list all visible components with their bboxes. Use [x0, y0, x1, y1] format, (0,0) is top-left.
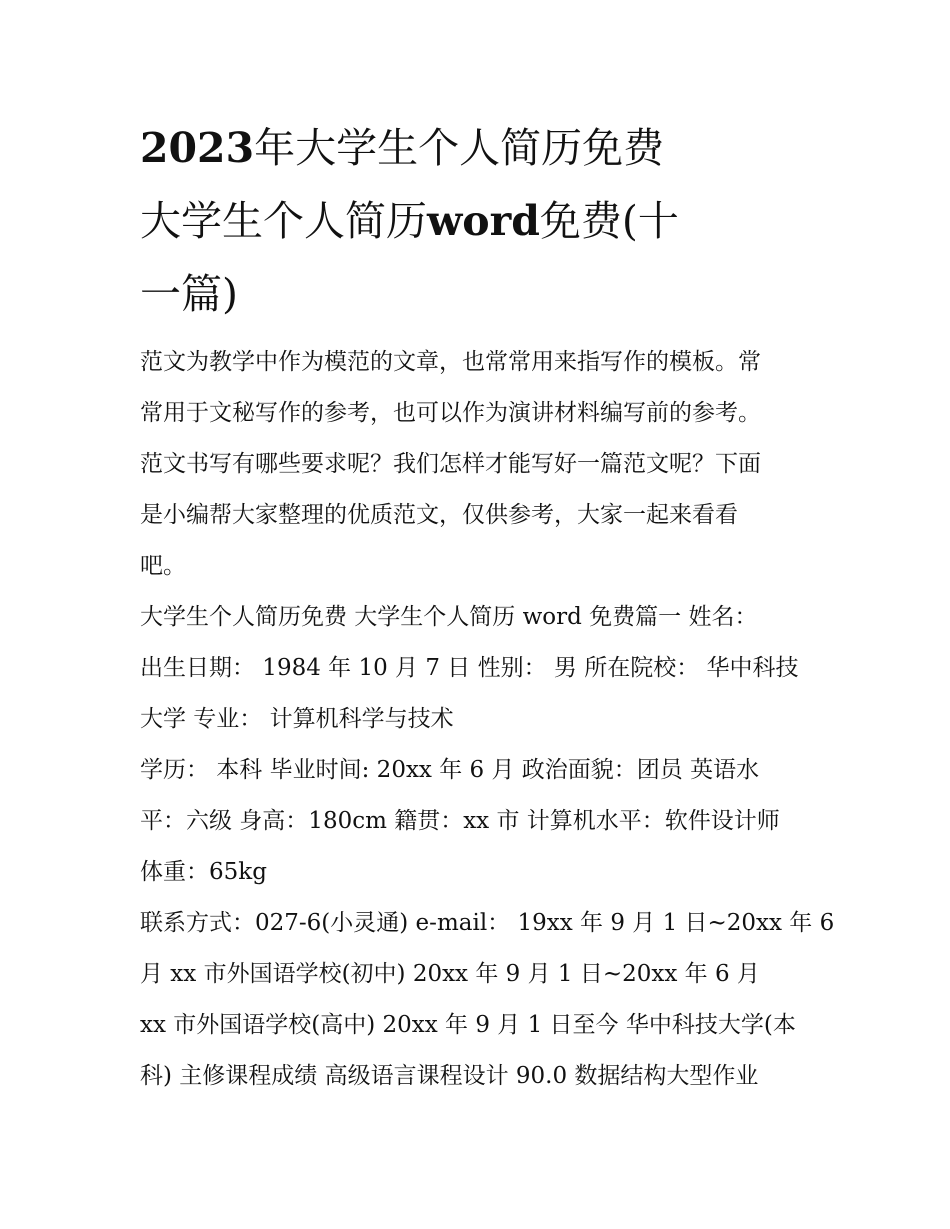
- title-year: 2023: [140, 124, 255, 172]
- title-text: 年大学生个人简历免费: [254, 124, 665, 172]
- title-line-3: [140, 258, 820, 331]
- text-line: 体重：65kg: [140, 859, 267, 885]
- text-line: 大学 专业： 计算机科学与技术: [140, 706, 454, 732]
- title-word: word: [427, 197, 540, 245]
- document-title: [140, 112, 820, 331]
- text-line: 范文为教学中作为模范的文章，也常常用来指写作的模板。常: [140, 349, 761, 375]
- document-body: [140, 337, 835, 1102]
- text-line: 月 xx 市外国语学校(初中) 20xx 年 9 月 1 日~20xx 年 6 月: [140, 961, 760, 987]
- text-line: 科) 主修课程成绩 高级语言课程设计 90.0 数据结构大型作业: [140, 1063, 759, 1089]
- resume-history-paragraph: [140, 898, 835, 1102]
- title-text: 一篇): [140, 270, 238, 318]
- text-line: 联系方式：027-6(小灵通) e-mail： 19xx 年 9 月 1 日~20xx 年 6: [140, 910, 835, 936]
- text-line: 吧。: [140, 553, 186, 579]
- text-line: xx 市外国语学校(高中) 20xx 年 9 月 1 日至今 华中科技大学(本: [140, 1012, 796, 1038]
- resume-education-info-paragraph: [140, 745, 820, 898]
- document-page: [140, 112, 835, 1102]
- title-text: 大学生个人简历: [140, 197, 427, 245]
- text-line: 出生日期： 1984 年 10 月 7 日 性别： 男 所在院校： 华中科技: [140, 655, 799, 681]
- text-line: 学历： 本科 毕业时间: 20xx 年 6 月 政治面貌：团员 英语水: [140, 757, 760, 783]
- title-line-1: [140, 112, 820, 185]
- text-line: 大学生个人简历免费 大学生个人简历 word 免费篇一 姓名：: [140, 604, 758, 630]
- intro-paragraph: [140, 337, 820, 592]
- text-line: 常用于文秘写作的参考，也可以作为演讲材料编写前的参考。: [140, 400, 761, 426]
- text-line: 平：六级 身高：180cm 籍贯：xx 市 计算机水平：软件设计师: [140, 808, 780, 834]
- title-line-2: [140, 185, 820, 258]
- text-line: 范文书写有哪些要求呢？我们怎样才能写好一篇范文呢？下面: [140, 451, 761, 477]
- title-text: 免费(十: [539, 197, 679, 245]
- resume-basic-info-paragraph: [140, 592, 820, 745]
- text-line: 是小编帮大家整理的优质范文，仅供参考，大家一起来看看: [140, 502, 738, 528]
